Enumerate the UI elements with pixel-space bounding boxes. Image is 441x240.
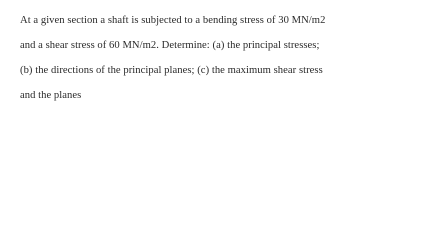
problem-line-1: At a given section a shaft is subjected to a bending stress of 30 MN/m2: [20, 15, 326, 26]
problem-line-3: (b) the directions of the principal planes; (c) the maximum shear stress: [20, 65, 323, 76]
problem-line-4: and the planes: [20, 90, 82, 101]
problem-line-2: and a shear stress of 60 MN/m2. Determine: (a) the principal stresses;: [20, 40, 320, 51]
